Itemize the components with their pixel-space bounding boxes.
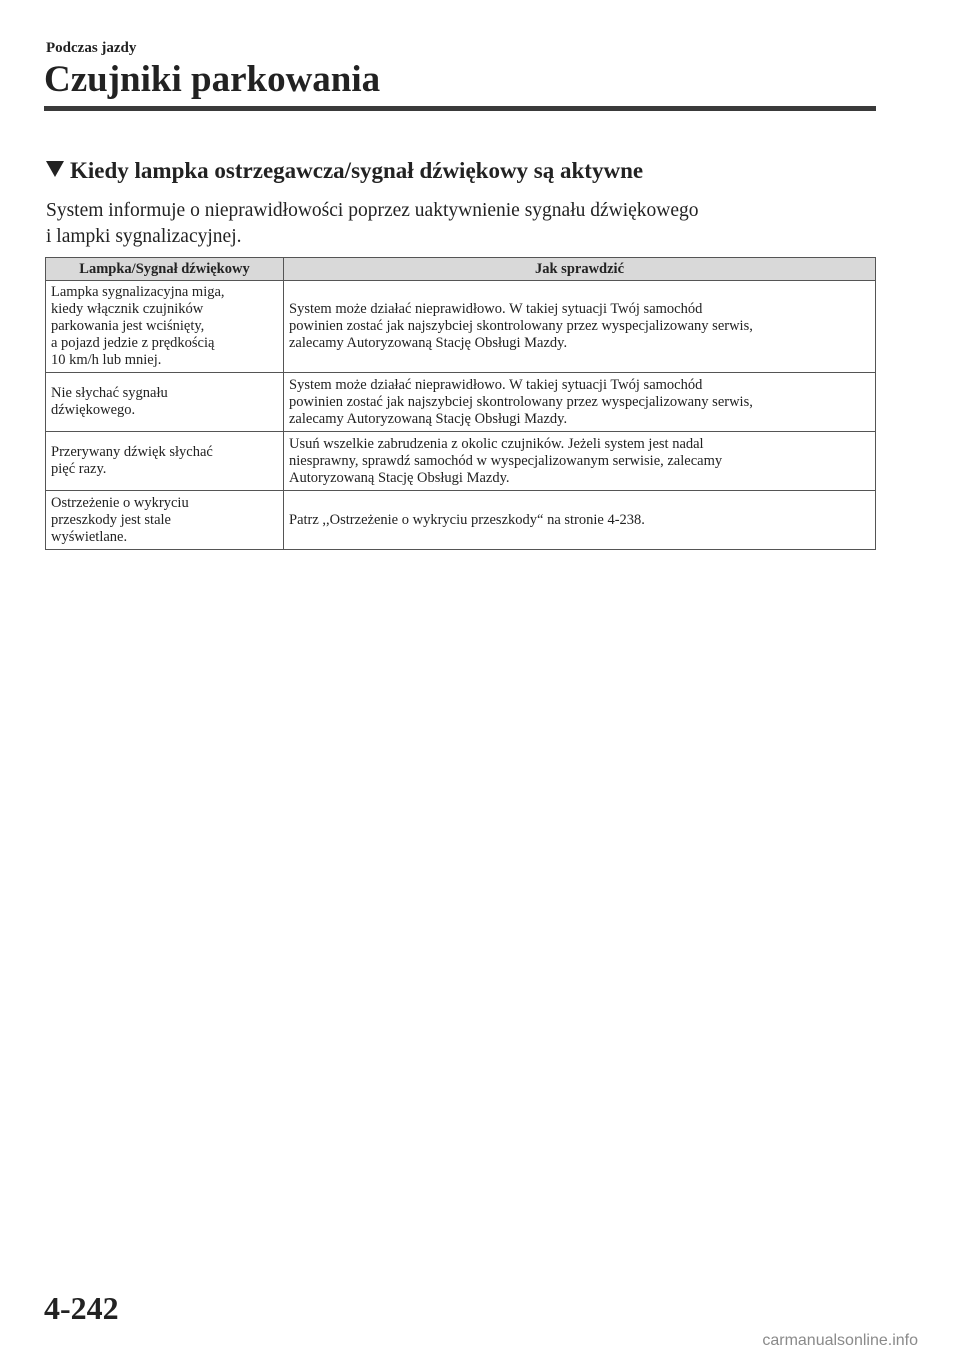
section-heading-text: Kiedy lampka ostrzegawcza/sygnał dźwiękowy są aktywne (70, 158, 644, 183)
warning-table (45, 257, 876, 550)
signal-cell: Nie słychać sygnału dźwiękowego. (46, 373, 284, 432)
page-title: Czujniki parkowania (44, 59, 381, 100)
table-row (46, 491, 876, 550)
chapter-label: Podczas jazdy (46, 40, 137, 56)
check-cell: Patrz ,,Ostrzeżenie o wykryciu przeszkody“ na stronie 4-238. (284, 491, 876, 550)
table-row (46, 281, 876, 373)
check-cell: System może działać nieprawidłowo. W takiej sytuacji Twój samochód powinien zostać jak najszybciej skontrolowany przez wyspecjalizowany serwis, zalecamy Autoryzowaną Stację Obsługi Mazdy. (284, 373, 876, 432)
triangle-bullet-icon (46, 161, 64, 177)
section-heading (46, 156, 643, 186)
table-row (46, 432, 876, 491)
signal-cell: Przerywany dźwięk słychać pięć razy. (46, 432, 284, 491)
signal-cell: Ostrzeżenie o wykryciu przeszkody jest stale wyświetlane. (46, 491, 284, 550)
page-number: 4-242 (44, 1290, 119, 1326)
table-row (46, 373, 876, 432)
column-header-signal: Lampka/Sygnał dźwiękowy (46, 258, 284, 281)
title-divider (44, 106, 876, 111)
table-header-row (46, 258, 876, 281)
intro-paragraph: System informuje o nieprawidłowości poprzez uaktywnienie sygnału dźwiękowego i lampki sygnalizacyjnej. (46, 200, 699, 247)
signal-cell: Lampka sygnalizacyjna miga, kiedy włącznik czujników parkowania jest wciśnięty, a pojazd jedzie z prędkością 10 km/h lub mniej. (46, 281, 284, 373)
check-cell: Usuń wszelkie zabrudzenia z okolic czujników. Jeżeli system jest nadal niesprawny, sprawdź samochód w wyspecjalizowanym serwisie, zalecamy Autoryzowaną Stację Obsługi Mazdy. (284, 432, 876, 491)
column-header-check: Jak sprawdzić (284, 258, 876, 281)
watermark-text: carmanualsonline.info (762, 1332, 918, 1349)
check-cell: System może działać nieprawidłowo. W takiej sytuacji Twój samochód powinien zostać jak najszybciej skontrolowany przez wyspecjalizowany serwis, zalecamy Autoryzowaną Stację Obsługi Mazdy. (284, 281, 876, 373)
